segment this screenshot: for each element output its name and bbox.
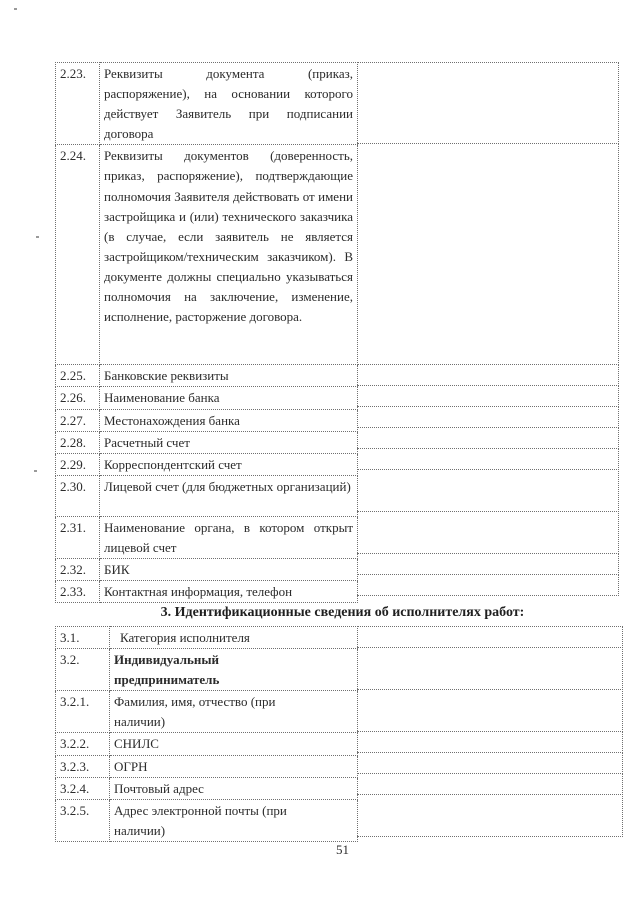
row-number: 2.26. bbox=[56, 387, 100, 409]
value-cell[interactable] bbox=[357, 62, 619, 144]
table-row bbox=[56, 559, 358, 581]
row-description: Индивидуальный предприниматель bbox=[110, 649, 358, 691]
value-cell[interactable] bbox=[357, 689, 623, 732]
value-cell[interactable] bbox=[357, 511, 619, 554]
requisites-table bbox=[55, 62, 358, 603]
row-description: Местонахождения банка bbox=[100, 409, 358, 431]
row-number: 2.31. bbox=[56, 516, 100, 558]
row-description: Категория исполнителя bbox=[110, 627, 358, 649]
table-row bbox=[56, 145, 358, 365]
row-number: 3.2.5. bbox=[56, 799, 110, 841]
row-number: 3.2.4. bbox=[56, 777, 110, 799]
row-description: Фамилия, имя, отчество (при наличии) bbox=[110, 691, 358, 733]
row-number: 3.2.1. bbox=[56, 691, 110, 733]
table-row bbox=[56, 777, 358, 799]
table-row bbox=[56, 691, 358, 733]
value-cell[interactable] bbox=[357, 626, 623, 648]
value-cell[interactable] bbox=[357, 794, 623, 837]
table-row bbox=[56, 733, 358, 755]
row-number: 2.25. bbox=[56, 365, 100, 387]
value-cell[interactable] bbox=[357, 448, 619, 470]
table-row bbox=[56, 799, 358, 841]
row-number: 3.1. bbox=[56, 627, 110, 649]
value-cell[interactable] bbox=[357, 647, 623, 690]
row-description: Реквизиты документа (приказ, распоряжение), на основании которого действует Заявитель при подписании договора bbox=[100, 63, 358, 145]
row-description: СНИЛС bbox=[110, 733, 358, 755]
row-description: Контактная информация, телефон bbox=[100, 581, 358, 603]
row-number: 3.2.2. bbox=[56, 733, 110, 755]
row-number: 2.27. bbox=[56, 409, 100, 431]
row-number: 2.32. bbox=[56, 559, 100, 581]
value-cell[interactable] bbox=[357, 469, 619, 512]
value-cell[interactable] bbox=[357, 385, 619, 407]
table-row bbox=[56, 581, 358, 603]
table-row bbox=[56, 649, 358, 691]
table-row bbox=[56, 755, 358, 777]
table-row bbox=[56, 431, 358, 453]
row-description: Расчетный счет bbox=[100, 431, 358, 453]
table-row bbox=[56, 453, 358, 475]
row-number: 2.28. bbox=[56, 431, 100, 453]
section-heading: 3. Идентификационные сведения об исполнителях работ: bbox=[160, 605, 525, 620]
value-cell[interactable] bbox=[357, 752, 623, 774]
row-description: Лицевой счет (для бюджетных организаций) bbox=[100, 475, 358, 516]
row-number: 3.2.3. bbox=[56, 755, 110, 777]
row-number: 3.2. bbox=[56, 649, 110, 691]
row-description: Почтовый адрес bbox=[110, 777, 358, 799]
table-row bbox=[56, 516, 358, 558]
row-description: Наименование органа, в котором открыт лицевой счет bbox=[100, 516, 358, 558]
value-cell[interactable] bbox=[357, 427, 619, 449]
table-row bbox=[56, 409, 358, 431]
row-description: Наименование банка bbox=[100, 387, 358, 409]
row-description: Банковские реквизиты bbox=[100, 365, 358, 387]
value-cell[interactable] bbox=[357, 731, 623, 753]
scan-mark bbox=[34, 470, 37, 472]
value-cell[interactable] bbox=[357, 143, 619, 365]
value-cell[interactable] bbox=[357, 364, 619, 386]
page-number: 51 bbox=[336, 842, 349, 857]
table-row bbox=[56, 627, 358, 649]
row-number: 2.30. bbox=[56, 475, 100, 516]
table-row bbox=[56, 387, 358, 409]
row-number: 2.23. bbox=[56, 63, 100, 145]
row-description: Адрес электронной почты (при наличии) bbox=[110, 799, 358, 841]
value-cell[interactable] bbox=[357, 574, 619, 596]
value-cell[interactable] bbox=[357, 773, 623, 795]
row-number: 2.29. bbox=[56, 453, 100, 475]
table-row bbox=[56, 365, 358, 387]
value-cell[interactable] bbox=[357, 406, 619, 428]
table-row bbox=[56, 63, 358, 145]
scan-mark bbox=[36, 236, 39, 238]
row-description: Реквизиты документов (доверенность, приказ, распоряжение), подтверждающие полномочия Заявителя действовать от имени застройщика и (или) технического заказчика (в случае, если заявитель не является застройщиком/техническим заказчиком). В документе должны специально указываться полномочия на заключение, изменение, исполнение, расторжение договора. bbox=[100, 145, 358, 365]
row-description: БИК bbox=[100, 559, 358, 581]
contractor-table bbox=[55, 626, 358, 842]
scan-mark bbox=[14, 8, 17, 10]
table-row bbox=[56, 475, 358, 516]
row-number: 2.24. bbox=[56, 145, 100, 365]
row-description: ОГРН bbox=[110, 755, 358, 777]
value-cell[interactable] bbox=[357, 553, 619, 575]
row-number: 2.33. bbox=[56, 581, 100, 603]
row-description: Корреспондентский счет bbox=[100, 453, 358, 475]
